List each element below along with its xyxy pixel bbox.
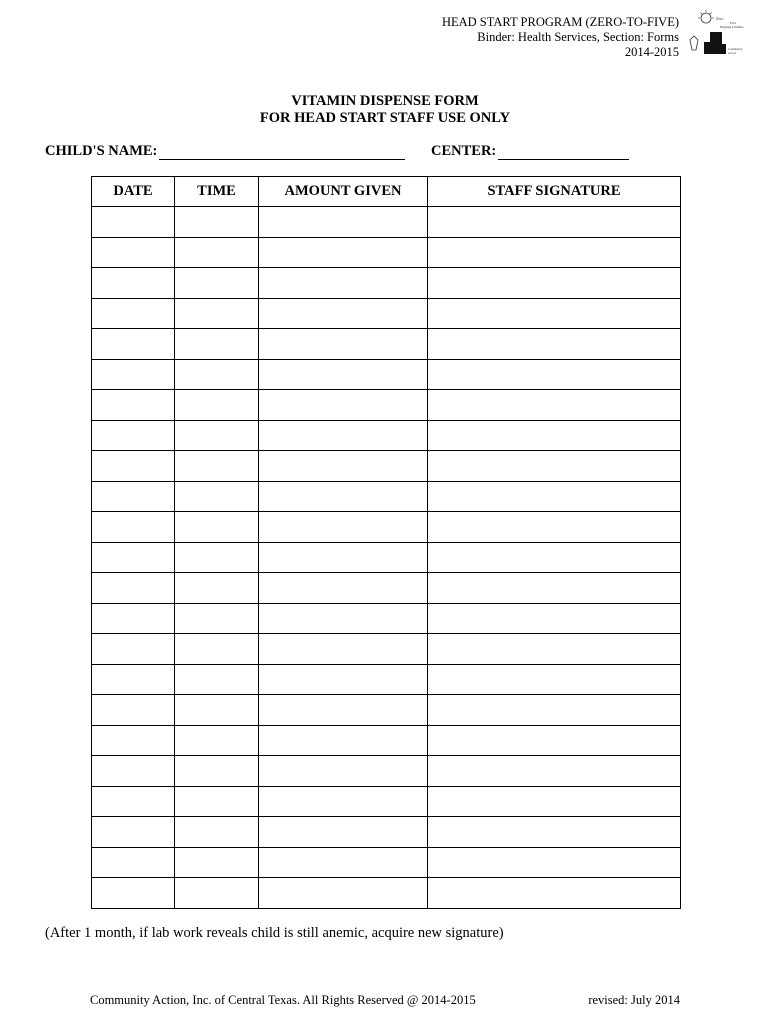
cell-date[interactable] — [92, 634, 175, 665]
cell-date[interactable] — [92, 695, 175, 726]
program-year: 2014-2015 — [624, 45, 679, 59]
cell-staff-signature[interactable] — [428, 603, 681, 634]
cell-amount-given[interactable] — [259, 573, 428, 604]
form-title-line1: VITAMIN DISPENSE FORM — [291, 93, 479, 109]
cell-staff-signature[interactable] — [428, 390, 681, 421]
cell-staff-signature[interactable] — [428, 329, 681, 360]
column-header-time: TIME — [175, 177, 259, 207]
child-name-input-line[interactable] — [159, 146, 405, 160]
table-row — [92, 573, 681, 604]
table-row — [92, 695, 681, 726]
table-row — [92, 268, 681, 299]
cell-staff-signature[interactable] — [428, 634, 681, 665]
cell-time[interactable] — [175, 359, 259, 390]
cell-date[interactable] — [92, 603, 175, 634]
cell-time[interactable] — [175, 603, 259, 634]
cell-date[interactable] — [92, 573, 175, 604]
table-row — [92, 207, 681, 238]
table-row — [92, 847, 681, 878]
table-row — [92, 725, 681, 756]
cell-amount-given[interactable] — [259, 603, 428, 634]
form-title — [0, 93, 770, 127]
column-header-amount-given: AMOUNT GIVEN — [259, 177, 428, 207]
cell-staff-signature[interactable] — [428, 481, 681, 512]
cell-time[interactable] — [175, 664, 259, 695]
cell-amount-given[interactable] — [259, 481, 428, 512]
svg-text:Zero: Zero — [716, 16, 724, 21]
cell-staff-signature[interactable] — [428, 542, 681, 573]
cell-date[interactable] — [92, 878, 175, 909]
cell-staff-signature[interactable] — [428, 847, 681, 878]
table-row — [92, 237, 681, 268]
cell-amount-given[interactable] — [259, 237, 428, 268]
cell-staff-signature[interactable] — [428, 786, 681, 817]
cell-time[interactable] — [175, 390, 259, 421]
cell-time[interactable] — [175, 573, 259, 604]
cell-amount-given[interactable] — [259, 817, 428, 848]
cell-amount-given[interactable] — [259, 359, 428, 390]
svg-text:Helping families: Helping families — [720, 25, 744, 29]
cell-amount-given[interactable] — [259, 756, 428, 787]
cell-staff-signature[interactable] — [428, 817, 681, 848]
cell-amount-given[interactable] — [259, 329, 428, 360]
cell-time[interactable] — [175, 695, 259, 726]
cell-amount-given[interactable] — [259, 207, 428, 238]
program-name: HEAD START PROGRAM (ZERO-TO-FIVE) — [441, 15, 679, 29]
cell-staff-signature[interactable] — [428, 298, 681, 329]
organization-logo — [686, 8, 744, 58]
svg-text:Community: Community — [728, 47, 743, 51]
cell-date[interactable] — [92, 542, 175, 573]
table-header-row — [92, 177, 681, 207]
cell-date[interactable] — [92, 237, 175, 268]
cell-amount-given[interactable] — [259, 634, 428, 665]
cell-amount-given[interactable] — [259, 786, 428, 817]
cell-amount-given[interactable] — [259, 268, 428, 299]
cell-staff-signature[interactable] — [428, 451, 681, 482]
cell-date[interactable] — [92, 664, 175, 695]
table-row — [92, 298, 681, 329]
table-row — [92, 359, 681, 390]
cell-staff-signature[interactable] — [428, 756, 681, 787]
cell-date[interactable] — [92, 420, 175, 451]
cell-date[interactable] — [92, 207, 175, 238]
cell-time[interactable] — [175, 451, 259, 482]
cell-date[interactable] — [92, 786, 175, 817]
cell-time[interactable] — [175, 847, 259, 878]
table-row — [92, 451, 681, 482]
cell-date[interactable] — [92, 329, 175, 360]
cell-amount-given[interactable] — [259, 878, 428, 909]
cell-amount-given[interactable] — [259, 420, 428, 451]
cell-time[interactable] — [175, 329, 259, 360]
table-row — [92, 786, 681, 817]
cell-time[interactable] — [175, 817, 259, 848]
child-name-label: CHILD'S NAME: — [45, 143, 158, 159]
svg-text:Action: Action — [728, 51, 737, 55]
cell-amount-given[interactable] — [259, 298, 428, 329]
cell-staff-signature[interactable] — [428, 359, 681, 390]
cell-amount-given[interactable] — [259, 664, 428, 695]
svg-text:Five: Five — [730, 21, 737, 25]
cell-time[interactable] — [175, 725, 259, 756]
column-header-date: DATE — [92, 177, 175, 207]
table-row — [92, 329, 681, 360]
vitamin-dispense-table — [91, 176, 681, 909]
table-row — [92, 817, 681, 848]
binder-info: Binder: Health Services, Section: Forms — [477, 30, 679, 44]
cell-amount-given[interactable] — [259, 847, 428, 878]
table-row — [92, 664, 681, 695]
cell-date[interactable] — [92, 359, 175, 390]
cell-date[interactable] — [92, 756, 175, 787]
child-name-field[interactable] — [45, 143, 405, 160]
table-body — [92, 207, 681, 909]
cell-time[interactable] — [175, 512, 259, 543]
anemia-note: (After 1 month, if lab work reveals child is still anemic, acquire new signature) — [45, 925, 504, 941]
cell-date[interactable] — [92, 847, 175, 878]
cell-time[interactable] — [175, 420, 259, 451]
cell-time[interactable] — [175, 756, 259, 787]
cell-date[interactable] — [92, 481, 175, 512]
center-input-line[interactable] — [498, 146, 629, 160]
cell-staff-signature[interactable] — [428, 664, 681, 695]
cell-amount-given[interactable] — [259, 695, 428, 726]
cell-staff-signature[interactable] — [428, 725, 681, 756]
cell-time[interactable] — [175, 786, 259, 817]
copyright-footer: Community Action, Inc. of Central Texas. All Rights Reserved @ 2014-2015 — [90, 993, 476, 1007]
cell-time[interactable] — [175, 268, 259, 299]
table-row — [92, 542, 681, 573]
table-row — [92, 390, 681, 421]
cell-staff-signature[interactable] — [428, 512, 681, 543]
revision-date: revised: July 2014 — [588, 993, 680, 1007]
table-row — [92, 756, 681, 787]
cell-time[interactable] — [175, 878, 259, 909]
cell-staff-signature[interactable] — [428, 237, 681, 268]
table-row — [92, 603, 681, 634]
cell-date[interactable] — [92, 451, 175, 482]
cell-amount-given[interactable] — [259, 512, 428, 543]
table-row — [92, 512, 681, 543]
center-field[interactable] — [431, 143, 629, 160]
table-row — [92, 481, 681, 512]
cell-staff-signature[interactable] — [428, 420, 681, 451]
cell-time[interactable] — [175, 237, 259, 268]
cell-date[interactable] — [92, 268, 175, 299]
cell-time[interactable] — [175, 298, 259, 329]
cell-date[interactable] — [92, 512, 175, 543]
table-row — [92, 634, 681, 665]
cell-date[interactable] — [92, 390, 175, 421]
cell-staff-signature[interactable] — [428, 268, 681, 299]
cell-amount-given[interactable] — [259, 542, 428, 573]
cell-amount-given[interactable] — [259, 390, 428, 421]
table-row — [92, 420, 681, 451]
cell-amount-given[interactable] — [259, 451, 428, 482]
cell-time[interactable] — [175, 634, 259, 665]
column-header-staff-signature: STAFF SIGNATURE — [428, 177, 681, 207]
cell-time[interactable] — [175, 207, 259, 238]
document-header — [442, 15, 679, 60]
cell-staff-signature[interactable] — [428, 573, 681, 604]
cell-date[interactable] — [92, 725, 175, 756]
cell-time[interactable] — [175, 481, 259, 512]
form-title-line2: FOR HEAD START STAFF USE ONLY — [259, 110, 511, 126]
cell-amount-given[interactable] — [259, 725, 428, 756]
cell-staff-signature[interactable] — [428, 207, 681, 238]
cell-date[interactable] — [92, 298, 175, 329]
table-row — [92, 878, 681, 909]
cell-staff-signature[interactable] — [428, 878, 681, 909]
cell-time[interactable] — [175, 542, 259, 573]
cell-date[interactable] — [92, 817, 175, 848]
center-label: CENTER: — [431, 143, 497, 159]
cell-staff-signature[interactable] — [428, 695, 681, 726]
